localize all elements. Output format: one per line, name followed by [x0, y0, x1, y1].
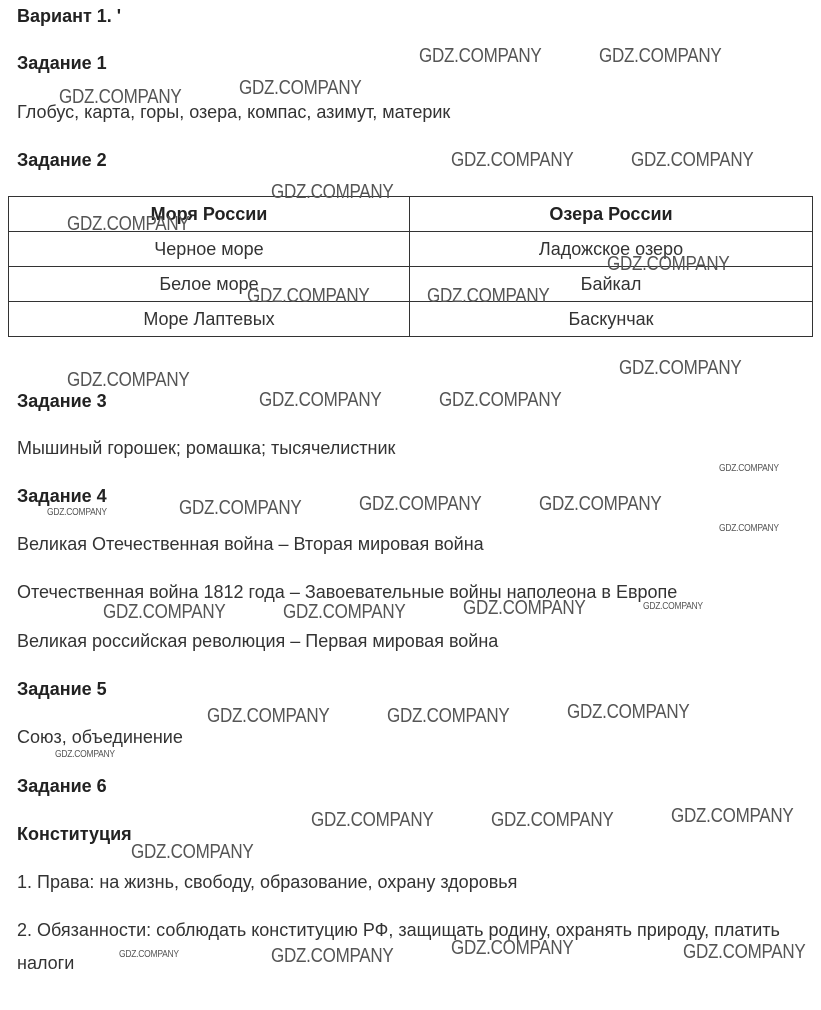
watermark-text: GDZ.COMPANY — [59, 86, 182, 108]
watermark-text: GDZ.COMPANY — [683, 941, 806, 963]
watermark-text: GDZ.COMPANY — [631, 149, 754, 171]
watermark-text: GDZ.COMPANY — [387, 705, 510, 727]
watermark-text: GDZ.COMPANY — [239, 77, 362, 99]
task-3-answer: Мышиный горошек; ромашка; тысячелистник — [17, 438, 396, 458]
table-header-seas: Моря России — [9, 197, 410, 232]
watermark-text: GDZ.COMPANY — [491, 809, 614, 831]
table-header-lakes: Озера России — [410, 197, 813, 232]
watermark-text: GDZ.COMPANY — [451, 937, 574, 959]
watermark-text: GDZ.COMPANY — [47, 507, 107, 518]
watermark-text: GDZ.COMPANY — [207, 705, 330, 727]
task-5-answer: Союз, объединение — [17, 727, 183, 747]
task-1-answer: Глобус, карта, горы, озера, компас, азимут, материк — [17, 102, 451, 122]
table-cell-lake: Ладожское озеро — [410, 232, 813, 267]
watermark-text: GDZ.COMPANY — [103, 601, 226, 623]
watermark-text: GDZ.COMPANY — [607, 253, 730, 275]
task-6-rights: 1. Права: на жизнь, свободу, образование, охрану здоровья — [17, 872, 518, 892]
watermark-text: GDZ.COMPANY — [671, 805, 794, 827]
table-cell-sea: Море Лаптевых — [9, 302, 410, 337]
task-3-heading: Задание 3 — [17, 391, 107, 411]
task-4-line-2: Отечественная война 1812 года – Завоевательные войны наполеона в Европе — [17, 582, 678, 602]
watermark-text: GDZ.COMPANY — [619, 357, 742, 379]
watermark-text: GDZ.COMPANY — [131, 841, 254, 863]
task-1-heading: Задание 1 — [17, 53, 107, 73]
task-2-heading: Задание 2 — [17, 150, 107, 170]
watermark-text: GDZ.COMPANY — [539, 493, 662, 515]
watermark-text: GDZ.COMPANY — [643, 601, 703, 612]
task-5-heading: Задание 5 — [17, 679, 107, 699]
watermark-text: GDZ.COMPANY — [67, 213, 190, 235]
task-4-line-1: Великая Отечественная война – Вторая мировая война — [17, 534, 484, 554]
watermark-text: GDZ.COMPANY — [67, 369, 190, 391]
table-cell-lake: Баскунчак — [410, 302, 813, 337]
table-cell-lake: Байкал — [410, 267, 813, 302]
watermark-text: GDZ.COMPANY — [247, 285, 370, 307]
watermark-text: GDZ.COMPANY — [427, 285, 550, 307]
watermark-text: GDZ.COMPANY — [259, 389, 382, 411]
watermark-text: GDZ.COMPANY — [179, 497, 302, 519]
watermark-text: GDZ.COMPANY — [463, 597, 586, 619]
watermark-text: GDZ.COMPANY — [271, 945, 394, 967]
variant-title: Вариант 1. ' — [17, 6, 122, 26]
watermark-text: GDZ.COMPANY — [283, 601, 406, 623]
table-cell-sea: Белое море — [9, 267, 410, 302]
task-6-subheading: Конституция — [17, 824, 132, 844]
task-4-heading: Задание 4 — [17, 486, 107, 506]
watermark-text: GDZ.COMPANY — [271, 181, 394, 203]
watermark-text: GDZ.COMPANY — [119, 949, 179, 960]
watermark-text: GDZ.COMPANY — [451, 149, 574, 171]
watermark-text: GDZ.COMPANY — [359, 493, 482, 515]
watermark-text: GDZ.COMPANY — [599, 45, 722, 67]
task-4-line-3: Великая российская революция – Первая мировая война — [17, 631, 499, 651]
task-6-duties: 2. Обязанности: соблюдать конституцию РФ, защищать родину, охранять природу, платить налоги — [17, 920, 780, 973]
watermark-text: GDZ.COMPANY — [311, 809, 434, 831]
table-row — [9, 302, 813, 337]
watermark-text: GDZ.COMPANY — [719, 463, 779, 474]
watermark-text: GDZ.COMPANY — [55, 749, 115, 760]
table-cell-sea: Черное море — [9, 232, 410, 267]
watermark-text: GDZ.COMPANY — [719, 523, 779, 534]
watermark-text: GDZ.COMPANY — [439, 389, 562, 411]
watermark-text: GDZ.COMPANY — [419, 45, 542, 67]
watermark-text: GDZ.COMPANY — [567, 701, 690, 723]
task-6-heading: Задание 6 — [17, 776, 107, 796]
